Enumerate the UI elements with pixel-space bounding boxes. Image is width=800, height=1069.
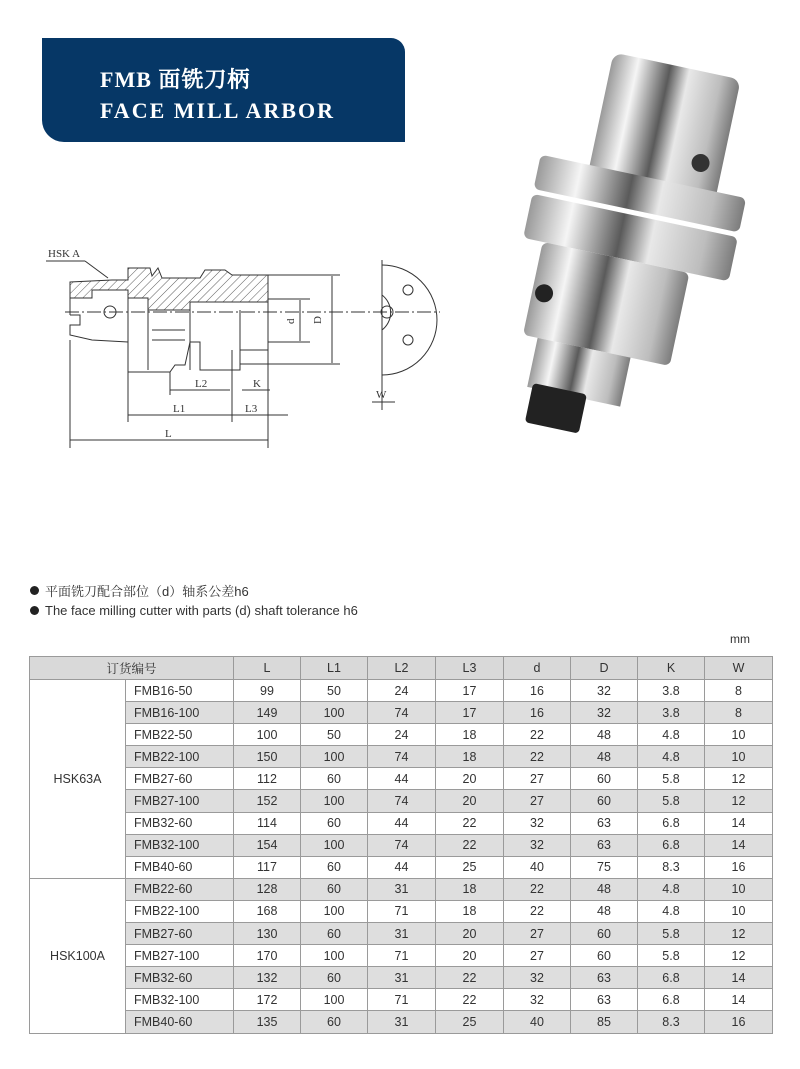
model-code: FMB32-60 [126, 812, 234, 834]
spec-value: 112 [234, 768, 301, 790]
spec-value: 8.3 [638, 1011, 705, 1033]
spec-value: 6.8 [638, 989, 705, 1011]
spec-value: 130 [234, 923, 301, 945]
spec-value: 5.8 [638, 790, 705, 812]
header-W: W [705, 657, 773, 680]
spec-value: 117 [234, 856, 301, 878]
spec-value: 100 [301, 989, 368, 1011]
spec-value: 44 [368, 856, 436, 878]
spec-value: 20 [436, 790, 504, 812]
group-name: HSK100A [30, 878, 126, 1033]
spec-value: 85 [571, 1011, 638, 1033]
table-row [30, 856, 773, 878]
spec-value: 12 [705, 923, 773, 945]
group-name: HSK63A [30, 680, 126, 879]
table-row [30, 724, 773, 746]
spec-value: 4.8 [638, 900, 705, 922]
spec-value: 16 [705, 1011, 773, 1033]
spec-value: 60 [301, 856, 368, 878]
table-row [30, 790, 773, 812]
table-row [30, 768, 773, 790]
svg-text:K: K [253, 378, 261, 390]
table-row [30, 1011, 773, 1033]
spec-value: 100 [301, 746, 368, 768]
spec-value: 18 [436, 878, 504, 900]
header-L1: L1 [301, 657, 368, 680]
svg-text:W: W [376, 389, 387, 401]
spec-value: 172 [234, 989, 301, 1011]
spec-value: 44 [368, 768, 436, 790]
spec-value: 71 [368, 945, 436, 967]
spec-value: 27 [504, 790, 571, 812]
spec-value: 3.8 [638, 702, 705, 724]
spec-value: 24 [368, 724, 436, 746]
spec-value: 14 [705, 967, 773, 989]
spec-value: 8.3 [638, 856, 705, 878]
spec-value: 32 [504, 989, 571, 1011]
table-row [30, 812, 773, 834]
notes [30, 580, 358, 620]
hsk-label: HSK A [48, 248, 81, 260]
technical-drawing [40, 230, 460, 460]
spec-value: 5.8 [638, 768, 705, 790]
spec-value: 24 [368, 680, 436, 702]
svg-text:L3: L3 [245, 403, 258, 415]
spec-value: 48 [571, 746, 638, 768]
svg-text:L: L [165, 428, 172, 440]
model-code: FMB27-60 [126, 768, 234, 790]
table-row [30, 680, 773, 702]
spec-value: 60 [571, 945, 638, 967]
spec-value: 31 [368, 923, 436, 945]
spec-value: 135 [234, 1011, 301, 1033]
svg-text:L1: L1 [173, 403, 186, 415]
spec-value: 5.8 [638, 923, 705, 945]
spec-value: 6.8 [638, 834, 705, 856]
spec-value: 60 [571, 790, 638, 812]
title-chinese: FMB 面铣刀柄 [100, 67, 251, 92]
spec-value: 4.8 [638, 724, 705, 746]
table-row [30, 702, 773, 724]
spec-value: 32 [504, 812, 571, 834]
header-d: d [504, 657, 571, 680]
spec-value: 14 [705, 989, 773, 1011]
header-L2: L2 [368, 657, 436, 680]
spec-value: 27 [504, 768, 571, 790]
spec-value: 60 [571, 768, 638, 790]
spec-value: 10 [705, 878, 773, 900]
table-row [30, 967, 773, 989]
note-chinese: 平面铣刀配合部位（d）轴系公差h6 [30, 580, 358, 600]
spec-value: 22 [436, 989, 504, 1011]
model-code: FMB40-60 [126, 856, 234, 878]
spec-value: 132 [234, 967, 301, 989]
spec-value: 31 [368, 878, 436, 900]
spec-value: 20 [436, 945, 504, 967]
spec-value: 10 [705, 900, 773, 922]
table-row [30, 900, 773, 922]
spec-value: 16 [705, 856, 773, 878]
title-banner [42, 38, 405, 142]
spec-value: 75 [571, 856, 638, 878]
spec-value: 6.8 [638, 967, 705, 989]
spec-value: 100 [301, 900, 368, 922]
spec-value: 74 [368, 790, 436, 812]
spec-value: 128 [234, 878, 301, 900]
spec-value: 8 [705, 680, 773, 702]
spec-value: 32 [504, 834, 571, 856]
spec-value: 48 [571, 878, 638, 900]
spec-value: 50 [301, 724, 368, 746]
note-english: The face milling cutter with parts (d) shaft tolerance h6 [30, 600, 358, 620]
spec-value: 168 [234, 900, 301, 922]
spec-value: 100 [301, 790, 368, 812]
model-code: FMB22-50 [126, 724, 234, 746]
spec-value: 3.8 [638, 680, 705, 702]
model-code: FMB40-60 [126, 1011, 234, 1033]
spec-value: 12 [705, 790, 773, 812]
title-english: FACE MILL ARBOR [100, 98, 335, 123]
spec-value: 32 [571, 680, 638, 702]
spec-value: 25 [436, 1011, 504, 1033]
bullet-icon [30, 606, 39, 615]
bullet-icon [30, 586, 39, 595]
spec-value: 27 [504, 923, 571, 945]
spec-value: 60 [301, 812, 368, 834]
spec-value: 14 [705, 834, 773, 856]
spec-value: 154 [234, 834, 301, 856]
spec-value: 6.8 [638, 812, 705, 834]
spec-value: 149 [234, 702, 301, 724]
spec-value: 27 [504, 945, 571, 967]
spec-value: 40 [504, 856, 571, 878]
spec-value: 25 [436, 856, 504, 878]
spec-value: 4.8 [638, 746, 705, 768]
table-row [30, 923, 773, 945]
svg-text:L2: L2 [195, 378, 208, 390]
spec-value: 71 [368, 989, 436, 1011]
spec-value: 22 [504, 746, 571, 768]
header-L3: L3 [436, 657, 504, 680]
unit-label: mm [730, 632, 750, 646]
spec-value: 12 [705, 945, 773, 967]
header-K: K [638, 657, 705, 680]
spec-value: 10 [705, 746, 773, 768]
svg-text:D: D [312, 316, 324, 324]
svg-text:d: d [285, 318, 297, 324]
spec-value: 16 [504, 702, 571, 724]
spec-value: 16 [504, 680, 571, 702]
spec-value: 63 [571, 812, 638, 834]
spec-value: 60 [571, 923, 638, 945]
spec-value: 20 [436, 768, 504, 790]
spec-value: 10 [705, 724, 773, 746]
model-code: FMB16-100 [126, 702, 234, 724]
spec-value: 60 [301, 768, 368, 790]
spec-value: 22 [436, 834, 504, 856]
spec-value: 60 [301, 923, 368, 945]
table-row [30, 746, 773, 768]
spec-value: 17 [436, 702, 504, 724]
spec-value: 18 [436, 724, 504, 746]
model-code: FMB32-100 [126, 834, 234, 856]
spec-value: 63 [571, 834, 638, 856]
model-code: FMB16-50 [126, 680, 234, 702]
spec-value: 44 [368, 812, 436, 834]
spec-value: 71 [368, 900, 436, 922]
spec-value: 22 [436, 812, 504, 834]
spec-value: 114 [234, 812, 301, 834]
model-code: FMB22-60 [126, 878, 234, 900]
spec-value: 150 [234, 746, 301, 768]
spec-value: 99 [234, 680, 301, 702]
spec-value: 32 [504, 967, 571, 989]
spec-value: 74 [368, 834, 436, 856]
spec-value: 74 [368, 702, 436, 724]
spec-value: 18 [436, 900, 504, 922]
spec-value: 100 [301, 945, 368, 967]
spec-value: 8 [705, 702, 773, 724]
model-code: FMB32-100 [126, 989, 234, 1011]
spec-value: 18 [436, 746, 504, 768]
spec-value: 152 [234, 790, 301, 812]
spec-value: 170 [234, 945, 301, 967]
spec-value: 48 [571, 724, 638, 746]
spec-value: 14 [705, 812, 773, 834]
spec-value: 31 [368, 967, 436, 989]
model-code: FMB22-100 [126, 746, 234, 768]
spec-value: 100 [301, 702, 368, 724]
spec-value: 5.8 [638, 945, 705, 967]
spec-value: 22 [504, 724, 571, 746]
spec-value: 20 [436, 923, 504, 945]
header-L: L [234, 657, 301, 680]
spec-value: 100 [301, 834, 368, 856]
spec-value: 48 [571, 900, 638, 922]
table-header-row [30, 657, 773, 680]
spec-value: 22 [504, 900, 571, 922]
spec-value: 60 [301, 1011, 368, 1033]
table-row [30, 878, 773, 900]
spec-value: 40 [504, 1011, 571, 1033]
table-row [30, 834, 773, 856]
product-photo [505, 40, 755, 450]
spec-value: 60 [301, 878, 368, 900]
header-D: D [571, 657, 638, 680]
spec-value: 17 [436, 680, 504, 702]
spec-value: 74 [368, 746, 436, 768]
table-row [30, 945, 773, 967]
model-code: FMB27-60 [126, 923, 234, 945]
spec-value: 63 [571, 989, 638, 1011]
spec-value: 100 [234, 724, 301, 746]
model-code: FMB22-100 [126, 900, 234, 922]
spec-value: 22 [436, 967, 504, 989]
spec-value: 12 [705, 768, 773, 790]
spec-table [29, 656, 773, 1034]
model-code: FMB32-60 [126, 967, 234, 989]
spec-value: 63 [571, 967, 638, 989]
spec-value: 50 [301, 680, 368, 702]
header-order-code: 订货编号 [30, 657, 234, 680]
model-code: FMB27-100 [126, 790, 234, 812]
spec-value: 31 [368, 1011, 436, 1033]
spec-value: 32 [571, 702, 638, 724]
spec-value: 22 [504, 878, 571, 900]
table-row [30, 989, 773, 1011]
model-code: FMB27-100 [126, 945, 234, 967]
spec-value: 60 [301, 967, 368, 989]
spec-value: 4.8 [638, 878, 705, 900]
